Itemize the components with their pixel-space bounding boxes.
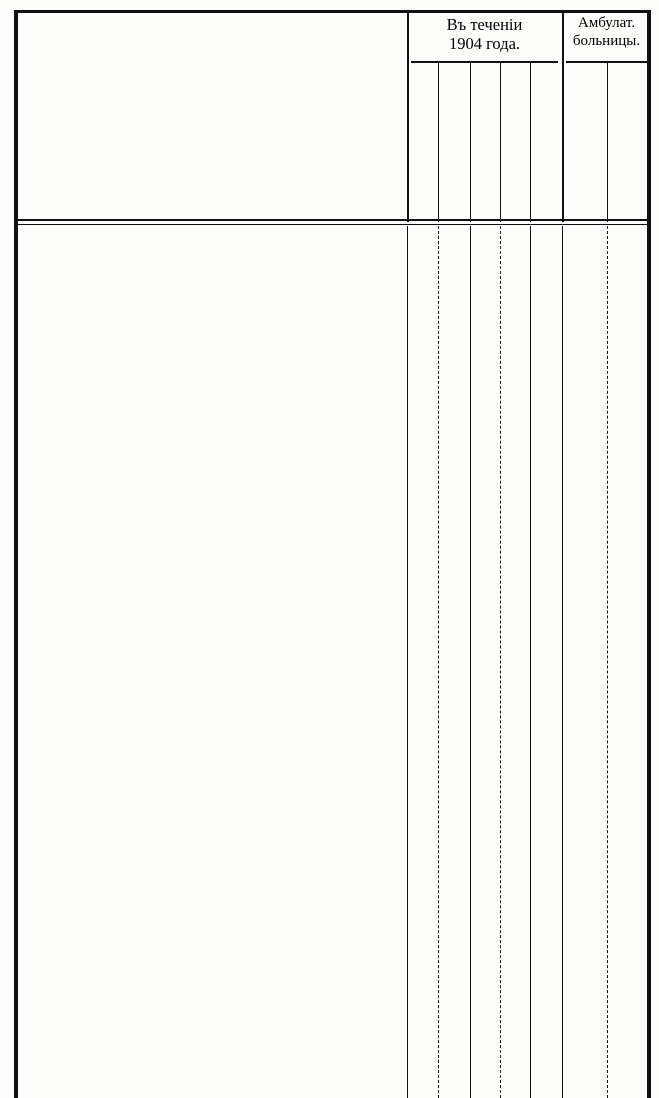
col-header-ostavalos	[407, 60, 438, 218]
body-rule-1	[438, 226, 439, 1098]
group-header-outpatient	[562, 10, 651, 63]
body-rule-2	[470, 226, 471, 1098]
group-header-period-line2: 1904 года.	[448, 34, 521, 54]
group-header-outpatient-line1: Амбулат.	[577, 15, 636, 31]
col-header-ostalos	[530, 60, 562, 218]
col-header-postupilo	[438, 60, 470, 218]
group-header-period	[407, 10, 562, 63]
body-rule-4	[530, 226, 531, 1098]
header-body-divider	[14, 219, 651, 225]
body-rule-stub	[407, 226, 408, 1098]
table-body	[14, 226, 651, 1098]
stub-header-cell	[14, 10, 393, 222]
table-header	[14, 10, 651, 222]
group-header-outpatient-line2: больницы.	[572, 32, 641, 49]
body-rule-group	[562, 226, 563, 1098]
col-header-umerlo-outpatient	[607, 60, 651, 218]
col-header-polzovano	[562, 60, 607, 218]
group-header-period-line1: Въ теченіи	[446, 15, 523, 34]
body-rule-5	[607, 226, 608, 1098]
col-header-vypisano	[470, 60, 500, 218]
body-rule-3	[500, 226, 501, 1098]
col-header-umerlo-inpatient	[500, 60, 530, 218]
